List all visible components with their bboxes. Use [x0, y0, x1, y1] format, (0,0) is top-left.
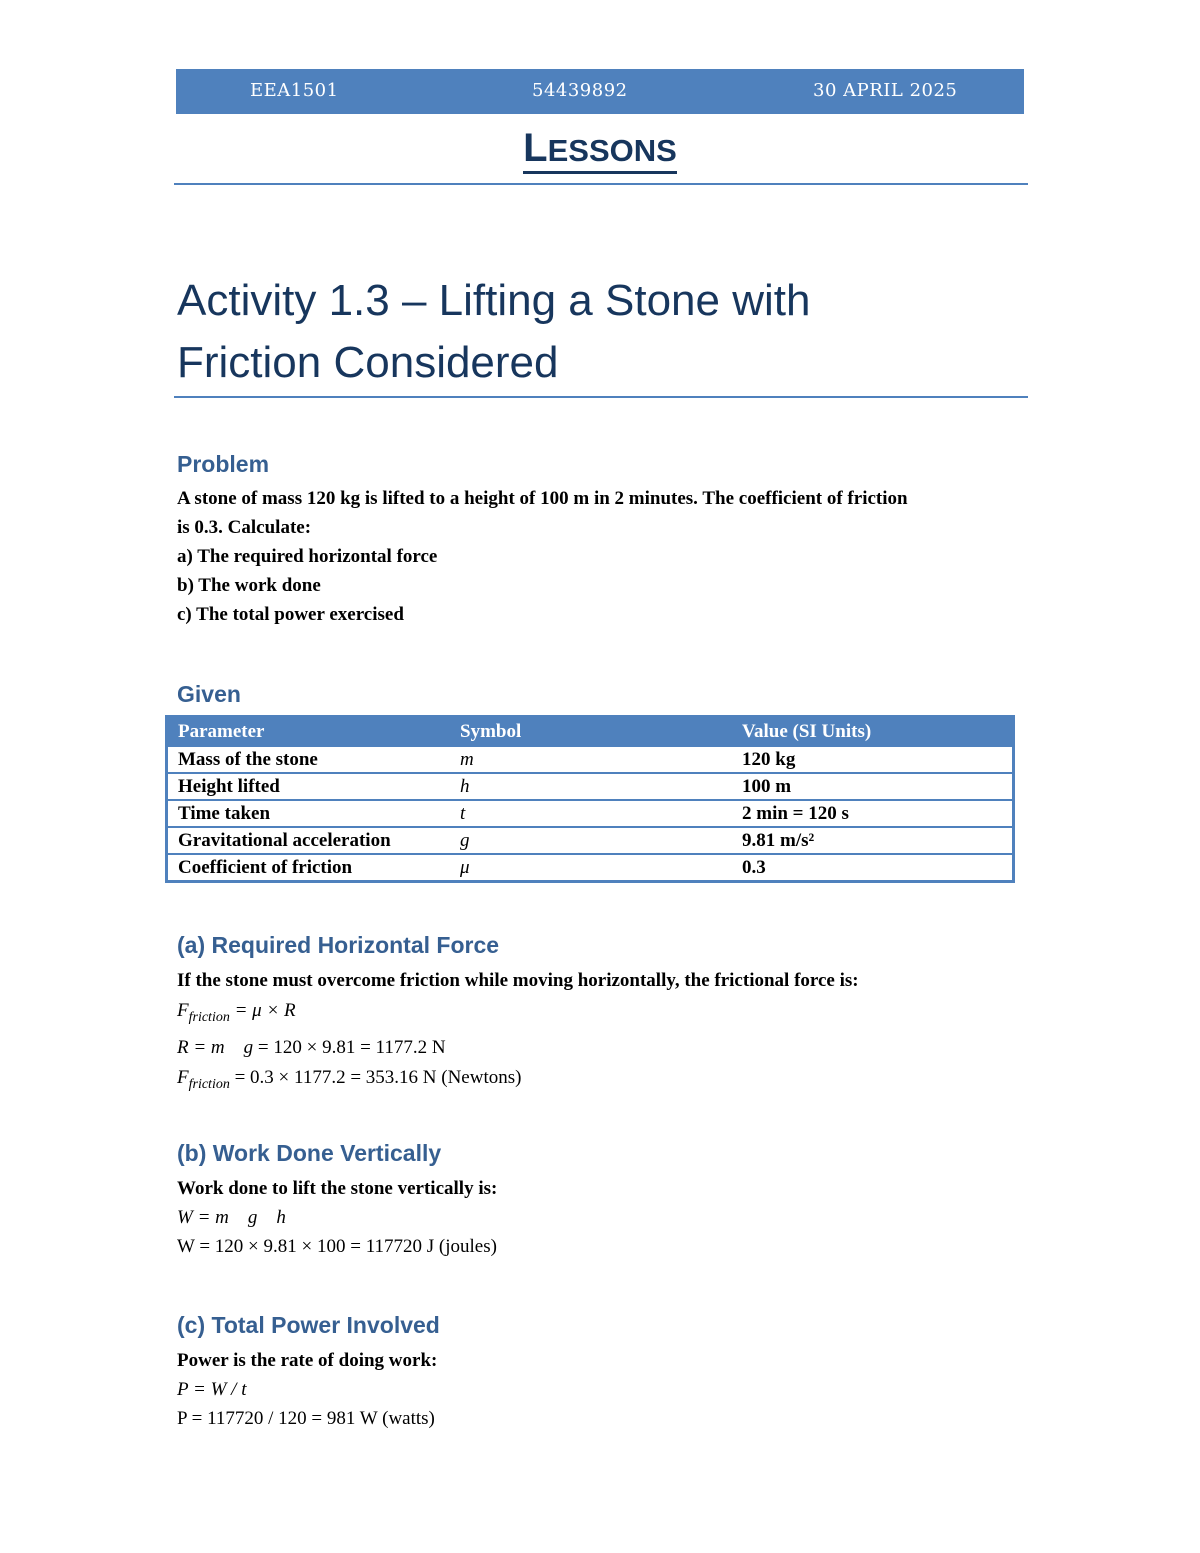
equation: R = m g = 120 × 9.81 = 1177.2 N [177, 1037, 446, 1058]
table-cell: 0.3 [732, 854, 1014, 882]
table-cell: 9.81 m/s² [732, 827, 1014, 854]
column-header: Symbol [450, 717, 732, 747]
column-header: Parameter [167, 717, 451, 747]
table-row [167, 773, 1014, 800]
table-row [167, 746, 1014, 773]
table-cell: Mass of the stone [167, 746, 451, 773]
header-divider [174, 183, 1028, 185]
part-c-heading: (c) Total Power Involved [177, 1312, 440, 1338]
part-a-heading: (a) Required Horizontal Force [177, 932, 500, 958]
equation: $F_{friction} = 0.3 \times 1177.2 = 353.16$ N (Newtons) [177, 1067, 522, 1092]
given-table [165, 715, 1015, 883]
equation: $F_{friction} = \mu \times R$ [177, 1000, 296, 1025]
equation: W = m g h [177, 1207, 286, 1228]
table-cell: Coefficient of friction [167, 854, 451, 882]
table-header-row [167, 717, 1014, 747]
table-cell: 120 kg [732, 746, 1014, 773]
table-cell: 2 min = 120 s [732, 800, 1014, 827]
table-cell: Gravitational acceleration [167, 827, 451, 854]
part-c-text: Power is the rate of doing work: P = W / t P = 117720 / 120 = 981 W (watts) [177, 1346, 1017, 1433]
table-cell: 100 m [732, 773, 1014, 800]
column-header: Value (SI Units) [732, 717, 1014, 747]
title-divider [174, 396, 1028, 398]
table-row [167, 854, 1014, 882]
equation: P = W / t [177, 1379, 247, 1400]
part-a-text: If the stone must overcome friction while moving horizontally, the frictional force is: $F_{friction} = \mu \times R$ R = m g = 120 × 9.81 = 1177.2 N $F_{friction} = 0.3 \times 1177.2 = 353.16$ N (Newtons) [177, 966, 1017, 1100]
page-title: Activity 1.3 – Lifting a Stone with Friction Considered [177, 276, 811, 387]
table-cell: Height lifted [167, 773, 451, 800]
table-cell: t [450, 800, 732, 827]
header-bar [176, 69, 1024, 114]
part-b-heading: (b) Work Done Vertically [177, 1140, 442, 1166]
table-cell: μ [450, 854, 732, 882]
table-row [167, 827, 1014, 854]
equation: P = 117720 / 120 = 981 W (watts) [177, 1408, 435, 1429]
part-b-text: Work done to lift the stone vertically is: W = m g h W = 120 × 9.81 × 100 = 117720 J (joules) [177, 1174, 1017, 1261]
equation: W = 120 × 9.81 × 100 = 117720 J (joules) [177, 1236, 497, 1257]
section-title: LESSONS [0, 126, 1200, 174]
course-code: EEA1501 [250, 80, 339, 101]
table-cell: h [450, 773, 732, 800]
table-cell: g [450, 827, 732, 854]
student-number: 54439892 [532, 80, 628, 101]
table-cell: m [450, 746, 732, 773]
problem-heading: Problem [177, 451, 270, 477]
table-row [167, 800, 1014, 827]
table-cell: Time taken [167, 800, 451, 827]
problem-text: A stone of mass 120 kg is lifted to a height of 100 m in 2 minutes. The coefficient of friction is 0.3. Calculate: a) The required horizontal force b) The work done c) The total power exercised [177, 488, 908, 625]
header-date: 30 APRIL 2025 [813, 80, 958, 101]
given-heading: Given [177, 681, 241, 707]
